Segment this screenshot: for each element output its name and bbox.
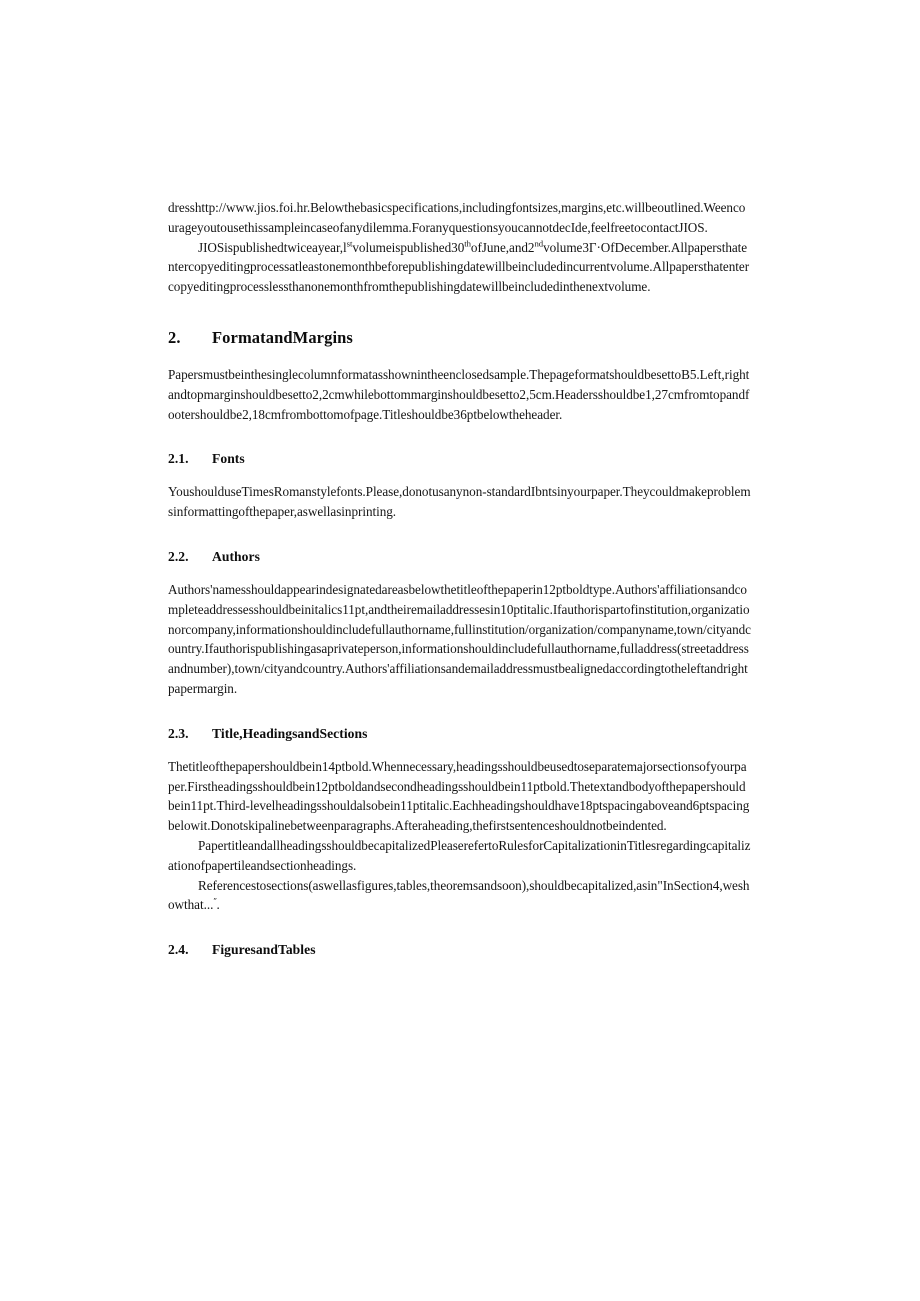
heading-section-2-1-number: 2.1. [168, 451, 189, 467]
spacer-before-section-2-2 [168, 522, 751, 547]
spacer-after-section-2-1-heading [168, 468, 751, 482]
heading-section-2-title: FormatandMargins [212, 327, 353, 347]
heading-section-2-2-number: 2.2. [168, 548, 189, 564]
heading-section-2-4-title: FiguresandTables [212, 942, 316, 958]
pub-seg-c: ofJune,and2 [470, 239, 535, 255]
spacer-after-section-2-3-heading [168, 743, 751, 757]
pub-seg-b: volumeispublished30 [352, 239, 465, 255]
pub-seg-d: volume3Γ·OfDecember.Allpapersthatentercopyeditingprocessatleastonemonthbeforepublishingdatewillbeincludedincurrentvolume.Allpapersthatentercopyeditingprocesslessthanonemonthfromthepublishingdatewillbeincludedinthenextvolume. [168, 239, 750, 295]
pub-sup-st: st [346, 238, 353, 249]
heading-section-2-3 [168, 724, 751, 743]
heading-section-2-4-number: 2.4. [168, 942, 189, 958]
paragraph-publication-schedule [168, 238, 751, 297]
heading-section-2-3-number: 2.3. [168, 725, 189, 741]
paragraph-title-headings-sections-1: Thetitleofthepapershouldbein14ptbold.Whennecessary,headingsshouldbeusedtoseparatemajorsectionsofyourpaper.Firstheadingsshouldbein12ptboldandsecondheadingsshouldbein11ptbold.Thetextandbodyofthepapershouldbein11pt.Third-levelheadingsshouldalsobein11ptitalic.Eachheadingshouldhave18ptspacingaboveand6ptspacingbelowit.Donotskipalinebetweenparagraphs.Afteraheading,thefirstsentenceshouldnotbeindented. [168, 758, 750, 834]
spacer-after-section-2-heading [168, 349, 751, 365]
paragraph-intro: dresshttp://www.jios.foi.hr.Belowthebasicspecifications,includingfontsizes,margins,etc.willbeoutlined.Weencourageyoutousethissampleincaseofanydilemma.ForanyquestionsyoucannotdecIde,feelfreetocontactJIOS. [168, 200, 746, 235]
pub-sup-th: th [464, 238, 471, 249]
heading-section-2 [168, 327, 751, 349]
paragraph-references-to-sections [168, 876, 751, 916]
heading-section-2-2 [168, 547, 751, 566]
heading-section-2-4 [168, 940, 751, 959]
references-period: . [216, 897, 220, 913]
references-text: Referencestosections(aswellasfigures,tables,theoremsandsoon),shouldbecapitalized,asin"InSection4,weshowthat... [168, 877, 750, 913]
heading-section-2-number: 2. [168, 327, 181, 347]
heading-section-2-1 [168, 449, 751, 468]
heading-section-2-3-title: Title,HeadingsandSections [212, 725, 368, 741]
spacer-before-section-2-4 [168, 915, 751, 940]
paragraph-capitalization-rules: PapertitleandallheadingsshouldbecapitalizedPleaserefertoRulesforCapitalizationinTitlesregardingcapitalizationofpapertileandsectionheadings. [168, 837, 751, 873]
spacer-after-section-2-2-heading [168, 566, 751, 580]
paragraph-format-and-margins: Papersmustbeinthesinglecolumnformatasshownintheenclosedsample.ThepageformatshouldbesettoB5.Left,rightandtopmarginshouldbesetto2,2cmwhilebottommarginshouldbesetto2,5cm.Headersshouldbe1,27cmfromtopandfootershouldbe2,18cmfrombottomofpage.Titleshouldbe36ptbelowtheheader. [168, 366, 750, 422]
heading-section-2-2-title: Authors [212, 548, 260, 564]
references-closing-quote-mark: ʺ [213, 895, 217, 906]
heading-section-2-1-title: Fonts [212, 451, 245, 467]
spacer-before-section-2-3 [168, 699, 751, 724]
spacer-before-section-2-1 [168, 424, 751, 449]
paragraph-authors: Authors'namesshouldappearindesignatedareasbelowthetitleofthepaperin12ptboldtype.Authors'affiliationsandcompleteaddressesshouldbeinitalics11pt,andtheiremailaddressesin10ptitalic.Ifauthorispartofinstitution,organizationorcompany,informationshouldincludefullauthorname,fullinstitution/organization/companyname,town/cityandcountry.Ifauthorispublishingasaprivateperson,informationshouldincludefullauthorname,fulladdress(streetaddressandnumber),town/cityandcountry.Authors'affiliationsandemailaddressmustbealignedaccordingtotheleftandrightpapermargin. [168, 581, 751, 696]
spacer-before-section-2 [168, 297, 751, 327]
page-content-column [168, 198, 751, 959]
pub-sup-nd: nd [534, 238, 544, 249]
paragraph-fonts: YoushoulduseTimesRomanstylefonts.Please,donotusanynon-standardIbntsinyourpaper.Theycouldmakeproblemsinformattingofthepaper,aswellasinprinting. [168, 484, 751, 520]
pub-seg-a: JIOSispublishedtwiceayear,l [198, 239, 347, 255]
